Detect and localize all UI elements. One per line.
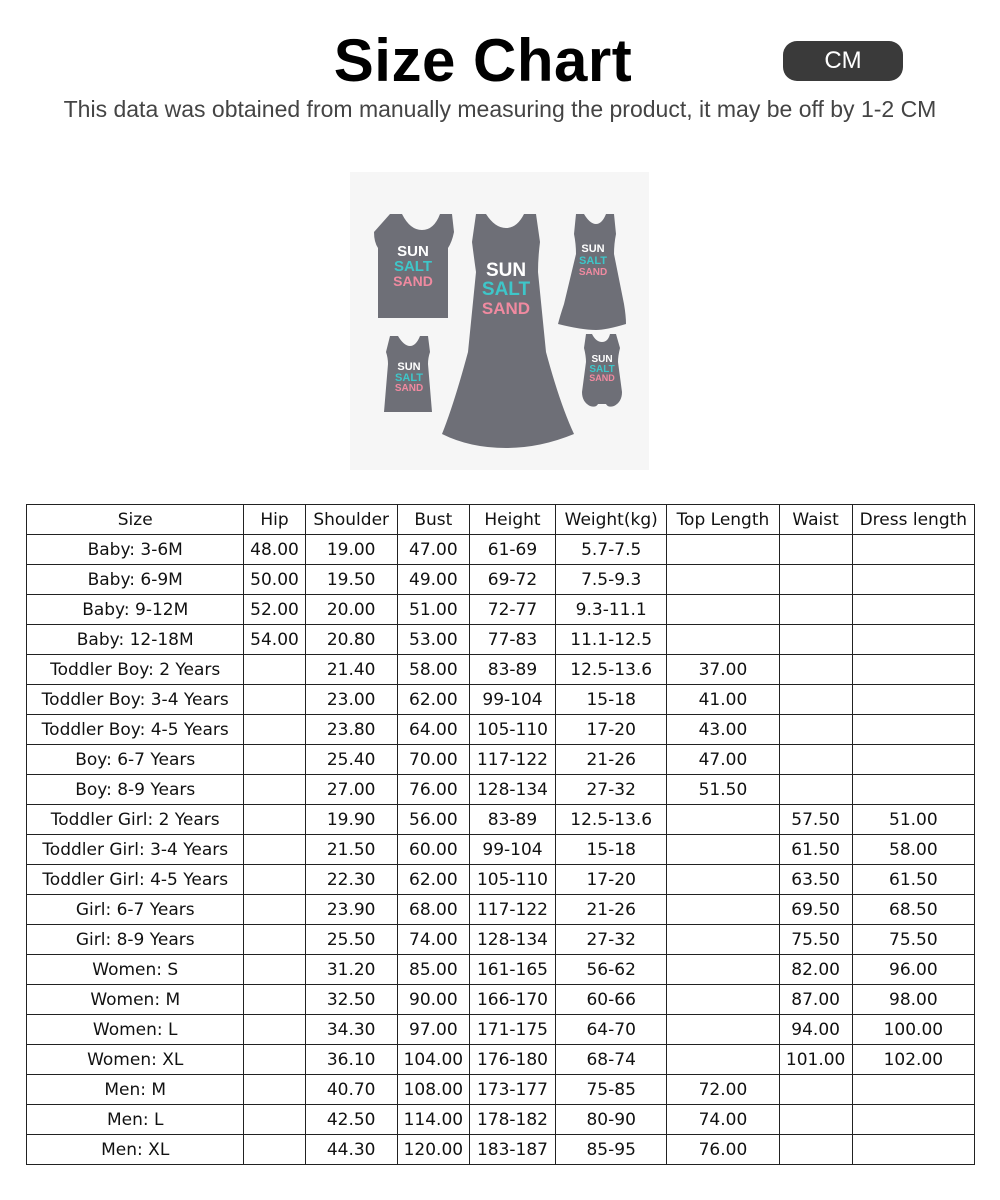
table-cell (667, 565, 779, 595)
table-cell (779, 1105, 852, 1135)
table-row (27, 955, 975, 985)
girl-print-line-3: SAND (578, 267, 608, 278)
table-cell: 19.50 (305, 565, 397, 595)
table-cell: 20.00 (305, 595, 397, 625)
table-cell: 178-182 (469, 1105, 555, 1135)
table-cell (667, 955, 779, 985)
table-cell: 61.50 (779, 835, 852, 865)
table-cell (667, 835, 779, 865)
table-cell: 173-177 (469, 1075, 555, 1105)
table-cell: 25.40 (305, 745, 397, 775)
table-row (27, 1135, 975, 1165)
table-cell: 72.00 (667, 1075, 779, 1105)
table-cell: 17-20 (556, 865, 667, 895)
table-cell: 83-89 (469, 805, 555, 835)
column-header: Waist (779, 505, 852, 535)
boy-print-line-2: SALT (395, 372, 423, 384)
table-cell: 7.5-9.3 (556, 565, 667, 595)
table-cell (667, 895, 779, 925)
table-cell: 101.00 (779, 1045, 852, 1075)
size-label-cell: Toddler Girl: 4-5 Years (27, 865, 244, 895)
table-cell: 117-122 (469, 895, 555, 925)
size-label-cell: Men: L (27, 1105, 244, 1135)
table-cell (667, 985, 779, 1015)
table-cell (779, 565, 852, 595)
table-cell: 80-90 (556, 1105, 667, 1135)
table-row (27, 1045, 975, 1075)
table-cell: 114.00 (397, 1105, 469, 1135)
table-cell (244, 835, 305, 865)
table-cell (244, 1135, 305, 1165)
table-cell: 75.50 (779, 925, 852, 955)
romper-print-line-1: SUN (591, 354, 613, 365)
table-cell: 53.00 (397, 625, 469, 655)
column-header: Top Length (667, 505, 779, 535)
table-cell: 76.00 (397, 775, 469, 805)
table-cell: 12.5-13.6 (556, 805, 667, 835)
table-cell: 108.00 (397, 1075, 469, 1105)
size-label-cell: Women: M (27, 985, 244, 1015)
table-cell: 68-74 (556, 1045, 667, 1075)
table-cell: 64-70 (556, 1015, 667, 1045)
size-label-cell: Baby: 3-6M (27, 535, 244, 565)
table-cell: 183-187 (469, 1135, 555, 1165)
table-cell: 75.50 (852, 925, 974, 955)
column-header: Size (27, 505, 244, 535)
table-row (27, 565, 975, 595)
measurement-note: This data was obtained from manually measuring the product, it may be off by 1-2 CM (63, 96, 937, 122)
table-cell: 49.00 (397, 565, 469, 595)
table-cell: 56-62 (556, 955, 667, 985)
table-row (27, 745, 975, 775)
table-cell (667, 865, 779, 895)
table-cell: 17-20 (556, 715, 667, 745)
table-row (27, 1105, 975, 1135)
size-label-cell: Boy: 8-9 Years (27, 775, 244, 805)
table-cell (244, 1045, 305, 1075)
boy-print-line-3: SAND (394, 383, 424, 394)
table-cell: 15-18 (556, 835, 667, 865)
table-cell: 23.80 (305, 715, 397, 745)
table-cell (852, 565, 974, 595)
size-label-cell: Girl: 8-9 Years (27, 925, 244, 955)
girl-print-line-2: SALT (579, 255, 607, 267)
table-cell (779, 1075, 852, 1105)
table-cell: 61.50 (852, 865, 974, 895)
table-cell: 34.30 (305, 1015, 397, 1045)
size-label-cell: Women: S (27, 955, 244, 985)
table-cell: 58.00 (397, 655, 469, 685)
table-cell: 51.00 (852, 805, 974, 835)
table-cell (667, 805, 779, 835)
tank-print-line-3: SAND (393, 273, 433, 289)
table-row (27, 685, 975, 715)
table-cell: 11.1-12.5 (556, 625, 667, 655)
table-cell: 40.70 (305, 1075, 397, 1105)
table-cell: 57.50 (779, 805, 852, 835)
table-cell: 60.00 (397, 835, 469, 865)
size-label-cell: Women: L (27, 1015, 244, 1045)
table-cell (779, 775, 852, 805)
table-cell (852, 655, 974, 685)
table-cell (244, 985, 305, 1015)
table-cell: 99-104 (469, 835, 555, 865)
table-cell: 51.00 (397, 595, 469, 625)
table-cell: 27-32 (556, 775, 667, 805)
table-cell: 32.50 (305, 985, 397, 1015)
table-row (27, 535, 975, 565)
table-cell: 21-26 (556, 745, 667, 775)
column-header: Height (469, 505, 555, 535)
table-cell: 19.90 (305, 805, 397, 835)
table-row (27, 835, 975, 865)
table-cell: 36.10 (305, 1045, 397, 1075)
unit-badge[interactable]: CM (783, 41, 903, 81)
table-cell (244, 655, 305, 685)
table-cell (779, 715, 852, 745)
table-cell: 117-122 (469, 745, 555, 775)
table-cell: 100.00 (852, 1015, 974, 1045)
size-label-cell: Men: XL (27, 1135, 244, 1165)
table-cell: 31.20 (305, 955, 397, 985)
column-header: Weight(kg) (556, 505, 667, 535)
table-cell: 12.5-13.6 (556, 655, 667, 685)
table-cell (852, 775, 974, 805)
table-cell (244, 685, 305, 715)
table-cell (852, 745, 974, 775)
column-header: Shoulder (305, 505, 397, 535)
table-cell: 171-175 (469, 1015, 555, 1045)
table-cell: 56.00 (397, 805, 469, 835)
table-cell: 58.00 (852, 835, 974, 865)
table-cell: 85.00 (397, 955, 469, 985)
table-cell (852, 715, 974, 745)
table-cell: 41.00 (667, 685, 779, 715)
romper-print-line-2: SALT (589, 364, 615, 375)
boy-tank-top (384, 336, 432, 412)
table-cell: 50.00 (244, 565, 305, 595)
table-cell (779, 535, 852, 565)
table-cell: 83-89 (469, 655, 555, 685)
table-cell (852, 685, 974, 715)
table-cell (244, 715, 305, 745)
table-cell: 98.00 (852, 985, 974, 1015)
table-cell (244, 1015, 305, 1045)
table-cell: 15-18 (556, 685, 667, 715)
table-cell: 27-32 (556, 925, 667, 955)
table-cell (779, 595, 852, 625)
table-cell: 69-72 (469, 565, 555, 595)
size-label-cell: Baby: 9-12M (27, 595, 244, 625)
table-cell: 76.00 (667, 1135, 779, 1165)
table-cell (779, 745, 852, 775)
table-cell: 104.00 (397, 1045, 469, 1075)
table-cell: 23.90 (305, 895, 397, 925)
table-cell: 60-66 (556, 985, 667, 1015)
table-row (27, 805, 975, 835)
table-cell: 85-95 (556, 1135, 667, 1165)
table-cell: 74.00 (667, 1105, 779, 1135)
table-cell: 68.50 (852, 895, 974, 925)
table-cell: 37.00 (667, 655, 779, 685)
size-label-cell: Boy: 6-7 Years (27, 745, 244, 775)
table-row (27, 895, 975, 925)
dress-print-line-1: SUN (485, 260, 527, 281)
table-cell: 9.3-11.1 (556, 595, 667, 625)
table-cell (667, 535, 779, 565)
table-cell: 22.30 (305, 865, 397, 895)
table-cell: 68.00 (397, 895, 469, 925)
table-cell: 42.50 (305, 1105, 397, 1135)
table-cell: 61-69 (469, 535, 555, 565)
table-cell (244, 925, 305, 955)
size-label-cell: Toddler Girl: 3-4 Years (27, 835, 244, 865)
table-cell: 72-77 (469, 595, 555, 625)
table-cell: 47.00 (397, 535, 469, 565)
romper-print-line-3: SAND (589, 373, 615, 383)
girl-dress (558, 214, 626, 330)
table-cell: 47.00 (667, 745, 779, 775)
baby-romper (582, 334, 622, 407)
table-cell: 62.00 (397, 685, 469, 715)
size-label-cell: Toddler Girl: 2 Years (27, 805, 244, 835)
table-cell: 48.00 (244, 535, 305, 565)
table-cell: 21.40 (305, 655, 397, 685)
table-cell: 64.00 (397, 715, 469, 745)
table-cell (244, 775, 305, 805)
size-label-cell: Men: M (27, 1075, 244, 1105)
table-cell: 90.00 (397, 985, 469, 1015)
column-header: Hip (244, 505, 305, 535)
table-cell: 63.50 (779, 865, 852, 895)
size-label-cell: Baby: 12-18M (27, 625, 244, 655)
boy-print-line-1: SUN (397, 361, 421, 373)
column-header: Dress length (852, 505, 974, 535)
table-cell: 20.80 (305, 625, 397, 655)
tank-print-line-2: SALT (393, 258, 433, 275)
table-row (27, 655, 975, 685)
table-cell (852, 1135, 974, 1165)
table-row (27, 595, 975, 625)
table-cell: 102.00 (852, 1045, 974, 1075)
table-cell (779, 625, 852, 655)
size-label-cell: Toddler Boy: 4-5 Years (27, 715, 244, 745)
table-cell: 105-110 (469, 715, 555, 745)
size-label-cell: Toddler Boy: 3-4 Years (27, 685, 244, 715)
table-cell: 23.00 (305, 685, 397, 715)
girl-print-line-1: SUN (581, 243, 605, 255)
table-cell: 128-134 (469, 775, 555, 805)
table-row (27, 775, 975, 805)
table-cell: 21-26 (556, 895, 667, 925)
table-cell: 176-180 (469, 1045, 555, 1075)
page-title: Size Chart (333, 27, 633, 94)
size-label-cell: Baby: 6-9M (27, 565, 244, 595)
table-cell (852, 1105, 974, 1135)
table-cell: 74.00 (397, 925, 469, 955)
women-dress (442, 214, 574, 448)
table-cell (852, 535, 974, 565)
table-cell: 120.00 (397, 1135, 469, 1165)
table-row (27, 865, 975, 895)
table-cell (852, 1075, 974, 1105)
product-image (350, 172, 649, 470)
table-cell: 51.50 (667, 775, 779, 805)
dress-print-line-2: SALT (481, 279, 531, 300)
table-cell: 25.50 (305, 925, 397, 955)
table-cell: 99-104 (469, 685, 555, 715)
table-cell: 43.00 (667, 715, 779, 745)
table-cell (667, 625, 779, 655)
table-cell (244, 1075, 305, 1105)
table-cell: 19.00 (305, 535, 397, 565)
table-cell (852, 595, 974, 625)
table-row (27, 1015, 975, 1045)
table-cell: 77-83 (469, 625, 555, 655)
table-cell (779, 655, 852, 685)
table-cell: 161-165 (469, 955, 555, 985)
table-cell (244, 1105, 305, 1135)
table-cell (244, 955, 305, 985)
table-cell: 5.7-7.5 (556, 535, 667, 565)
table-cell: 128-134 (469, 925, 555, 955)
table-cell (667, 1015, 779, 1045)
table-cell: 69.50 (779, 895, 852, 925)
table-row (27, 715, 975, 745)
table-cell: 21.50 (305, 835, 397, 865)
table-row (27, 985, 975, 1015)
table-cell (779, 685, 852, 715)
table-cell (852, 625, 974, 655)
table-cell (244, 805, 305, 835)
table-cell: 166-170 (469, 985, 555, 1015)
size-label-cell: Women: XL (27, 1045, 244, 1075)
table-cell (244, 745, 305, 775)
size-label-cell: Toddler Boy: 2 Years (27, 655, 244, 685)
table-cell: 54.00 (244, 625, 305, 655)
table-cell: 105-110 (469, 865, 555, 895)
dress-print-line-3: SAND (481, 299, 531, 318)
table-cell: 96.00 (852, 955, 974, 985)
column-header: Bust (397, 505, 469, 535)
table-cell: 87.00 (779, 985, 852, 1015)
table-cell (244, 895, 305, 925)
table-cell: 75-85 (556, 1075, 667, 1105)
table-cell: 82.00 (779, 955, 852, 985)
table-cell: 97.00 (397, 1015, 469, 1045)
size-label-cell: Girl: 6-7 Years (27, 895, 244, 925)
table-header-row (27, 505, 975, 535)
table-cell: 94.00 (779, 1015, 852, 1045)
tank-print-line-1: SUN (397, 243, 429, 260)
table-cell (667, 595, 779, 625)
table-row (27, 925, 975, 955)
table-cell (667, 925, 779, 955)
table-cell: 52.00 (244, 595, 305, 625)
table-cell: 44.30 (305, 1135, 397, 1165)
table-cell (779, 1135, 852, 1165)
table-row (27, 1075, 975, 1105)
table-cell: 27.00 (305, 775, 397, 805)
table-cell: 70.00 (397, 745, 469, 775)
table-cell: 62.00 (397, 865, 469, 895)
size-table (26, 504, 975, 1165)
adult-tank-top (374, 214, 454, 318)
table-cell (244, 865, 305, 895)
table-row (27, 625, 975, 655)
table-cell (667, 1045, 779, 1075)
